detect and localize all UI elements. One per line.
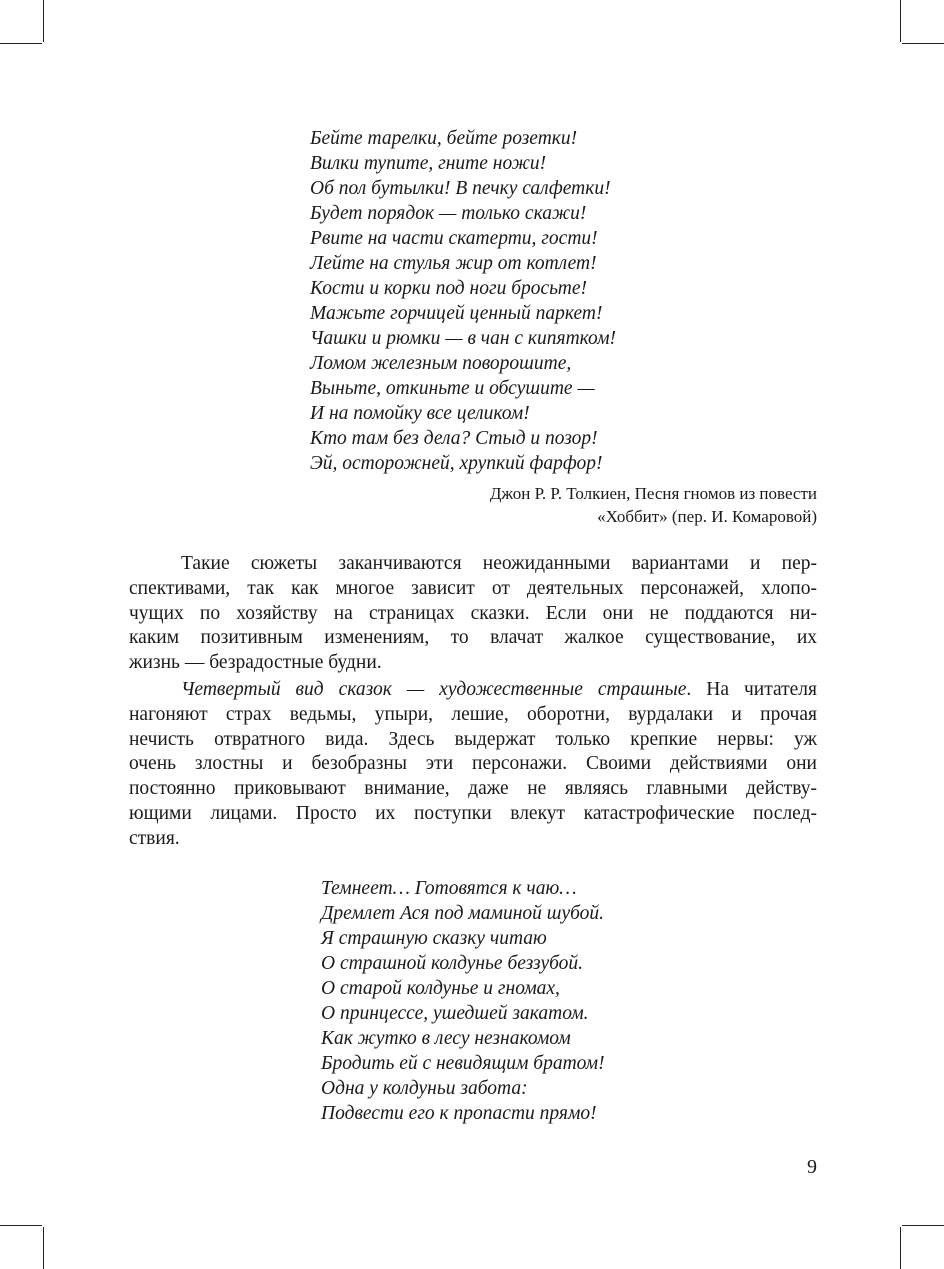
poem-line: Чашки и рюмки — в чан с кипятком! — [310, 328, 617, 349]
poem-line: Мажьте горчицей ценный паркет! — [310, 303, 603, 324]
poem-line: Одна у колдуньи забота: — [321, 1078, 528, 1099]
poem-line: О страшной колдунье беззубой. — [321, 953, 584, 974]
poem-line: Как жутко в лесу незнакомом — [321, 1028, 571, 1049]
paragraph-line: нечисть отвратного вида. Здесь выдержат только крепкие нервы: уж — [129, 728, 817, 750]
paragraph-line: ствия. — [129, 827, 180, 849]
poem-line: Кто там без дела? Стыд и позор! — [310, 428, 598, 449]
paragraph-first-line — [129, 678, 817, 703]
poem-line: Будет порядок — только скажи! — [310, 203, 587, 224]
poem-line: Вилки тупите, гните ножи! — [310, 153, 547, 174]
paragraph-line: очень злостны и безобразны эти персонажи. Своими действиями они — [129, 753, 817, 775]
crop-mark-top-right-vertical — [900, 0, 901, 42]
poem-line: Дремлет Ася под маминой шубой. — [321, 903, 605, 924]
crop-mark-top-left-horizontal — [0, 43, 42, 44]
paragraph-line: жизнь — безрадостные будни. — [129, 652, 382, 674]
poem-scary-tale — [321, 876, 605, 1126]
attribution-line: Джон Р. Р. Толкиен, Песня гномов из повести — [489, 484, 817, 503]
poem-dwarves-song — [310, 126, 616, 476]
emphasis-text: Четвертый вид сказок — художественные страшные — [181, 679, 687, 700]
crop-mark-bottom-left-horizontal — [0, 1225, 42, 1226]
poem-line: Бродить ей с невидящим братом! — [321, 1053, 605, 1074]
page-number: 9 — [807, 1156, 817, 1178]
poem-line: О старой колдунье и гномах, — [321, 978, 560, 999]
paragraph-line: ющими лицами. Просто их поступки влекут катастрофические послед- — [129, 802, 817, 824]
poem-line: Я страшную сказку читаю — [321, 928, 547, 949]
poem-line: Подвести его к пропасти прямо! — [321, 1103, 597, 1124]
crop-mark-bottom-left-vertical — [43, 1227, 44, 1269]
paragraph-line-rest: . На читателя — [686, 679, 817, 700]
paragraph-line: спективами, так как многое зависит от деятельных персонажей, хлопо- — [129, 577, 817, 599]
poem-line: О принцессе, ушедшей закатом. — [321, 1003, 589, 1024]
poem-attribution — [490, 482, 817, 528]
paragraph-line: постоянно приковывают внимание, даже не являясь главными действу- — [129, 778, 817, 800]
attribution-line: «Хоббит» (пер. И. Комаровой) — [597, 507, 817, 526]
crop-mark-bottom-right-vertical — [900, 1227, 901, 1269]
poem-line: Кости и корки под ноги бросьте! — [310, 278, 588, 299]
paragraph-line: чущих по хозяйству на страницах сказки. Если они не поддаются ни- — [129, 602, 817, 624]
paragraph-scary-tales — [129, 678, 817, 852]
poem-line: Темнеет… Готовятся к чаю… — [321, 878, 577, 899]
poem-line: Бейте тарелки, бейте розетки! — [310, 128, 578, 149]
paragraph-line: Такие сюжеты заканчиваются неожиданными вариантами и пер- — [181, 553, 817, 574]
poem-line: Об пол бутылки! В печку салфетки! — [310, 178, 611, 199]
crop-mark-bottom-right-horizontal — [902, 1225, 944, 1226]
paragraph-plots — [129, 552, 817, 676]
crop-mark-top-right-horizontal — [902, 43, 944, 44]
poem-line: И на помойку все целиком! — [310, 403, 530, 424]
poem-line: Выньте, откиньте и обсушите — — [310, 378, 595, 399]
paragraph-line: каким позитивным изменениям, то влачат жалкое существование, их — [129, 627, 817, 649]
paragraph-line: нагоняют страх ведьмы, упыри, лешие, оборотни, вурдалаки и прочая — [129, 703, 817, 725]
poem-line: Ломом железным поворошите, — [310, 353, 572, 374]
poem-line: Эй, осторожней, хрупкий фарфор! — [310, 453, 603, 474]
crop-mark-top-left-vertical — [43, 0, 44, 42]
poem-line: Рвите на части скатерти, гости! — [310, 228, 598, 249]
poem-line: Лейте на стулья жир от котлет! — [310, 253, 597, 274]
